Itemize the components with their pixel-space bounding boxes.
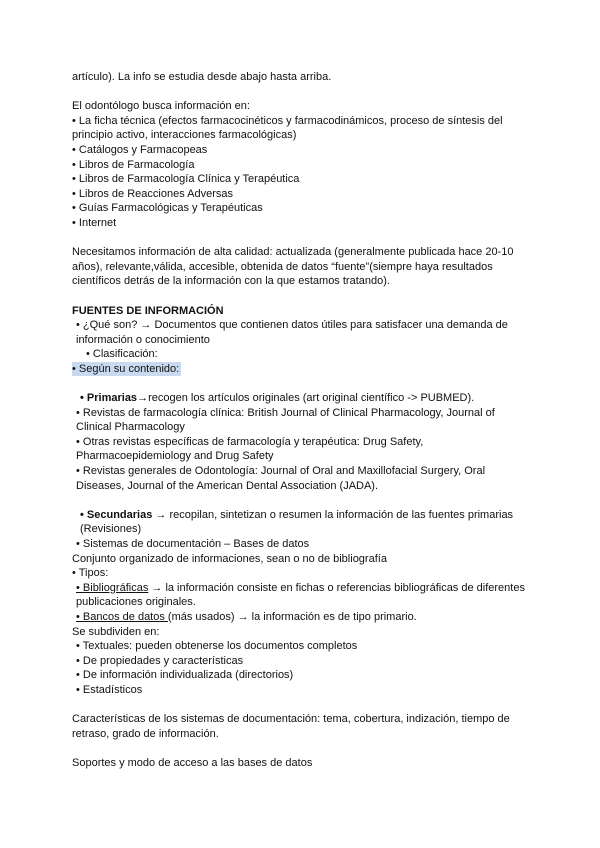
search-item: • Libros de Reacciones Adversas — [72, 187, 233, 200]
primarias-journal-item: • Otras revistas específicas de farmacología y terapéutica: Drug Safety, Pharmacoepidemiology and Drug Safety — [76, 435, 424, 463]
subdivision-item: • De propiedades y características — [76, 654, 244, 667]
subdivision-item: • Textuales: pueden obtenerse los documentos completos — [76, 640, 358, 653]
secundarias-label: • Secundarias — [80, 508, 153, 521]
subdivision-item: • De información individualizada (directorios) — [76, 669, 294, 682]
caracteristicas-paragraph: Características de los sistemas de documentación: tema, cobertura, indización, tiempo de retraso, grado de información. — [72, 713, 510, 740]
search-title: El odontólogo busca información en: — [72, 100, 250, 113]
bibliograficas-label: • Bibliográficas — [76, 581, 149, 594]
primarias-item — [72, 391, 532, 406]
quality-paragraph: Necesitamos información de alta calidad: actualizada (generalmente publicada hace 20-10 años), relevante,válida, accesible, obtenida de datos “fuente”(siempre haya resultados científicos detrás de la información con la que estamos tratando). — [72, 246, 514, 288]
primarias-journal-item: • Revistas de farmacología clínica: British Journal of Clinical Pharmacology, Journal of Clinical Pharmacology — [76, 406, 495, 434]
subdividen-line: Se subdividen en: — [72, 625, 160, 638]
que-son-item: • ¿Qué son? → Documentos que contienen datos útiles para satisfacer una demanda de información o conocimiento — [76, 319, 508, 346]
soportes-line: Soportes y modo de acceso a las bases de datos — [72, 756, 313, 769]
bancos-label: • Bancos de datos — [76, 610, 168, 623]
bibliograficas-item — [72, 581, 532, 610]
secundarias-text: → recopilan, sintetizan o resumen la información de las fuentes primarias (Revisiones) — [80, 508, 514, 536]
tipos-item: • Tipos: — [72, 567, 109, 580]
search-item: • Internet — [72, 216, 117, 229]
bancos-item — [72, 610, 532, 625]
document-page — [72, 70, 532, 771]
search-item: • Libros de Farmacología Clínica y Terapéutica — [72, 173, 300, 186]
conjunto-line: Conjunto organizado de informaciones, sean o no de bibliografía — [72, 552, 387, 565]
bibliograficas-text: → la información consiste en fichas o referencias bibliográficas de diferentes publicaciones originales. — [76, 581, 525, 609]
sistemas-item: • Sistemas de documentación – Bases de datos — [76, 538, 310, 550]
primarias-journal-item: • Revistas generales de Odontología: Journal of Oral and Maxillofacial Surgery, Oral Diseases, Journal of the American Dental Association (JADA). — [76, 465, 486, 492]
primarias-label: • Primarias — [80, 392, 138, 405]
bancos-text: (más usados) → la información es de tipo primario. — [167, 610, 417, 623]
search-item: • Libros de Farmacología — [72, 158, 195, 171]
clasificacion-item: • Clasificación: — [86, 348, 158, 361]
section-heading: FUENTES DE INFORMACIÓN — [72, 304, 224, 317]
intro-line: artículo). La info se estudia desde abajo hasta arriba. — [72, 71, 332, 83]
search-item: • Guías Farmacológicas y Terapéuticas — [72, 202, 263, 215]
search-item: • La ficha técnica (efectos farmacocinéticos y farmacodinámicos, proceso de síntesis del principio activo, interacciones farmacológicas) — [72, 114, 503, 142]
subdivision-item: • Estadísticos — [76, 683, 143, 696]
search-item: • Catálogos y Farmacopeas — [72, 143, 208, 156]
secundarias-item — [72, 508, 532, 537]
primarias-text: →recogen los artículos originales (art original científico -> PUBMED). — [137, 392, 475, 405]
highlighted-segun-contenido: • Según su contenido: — [72, 362, 180, 375]
